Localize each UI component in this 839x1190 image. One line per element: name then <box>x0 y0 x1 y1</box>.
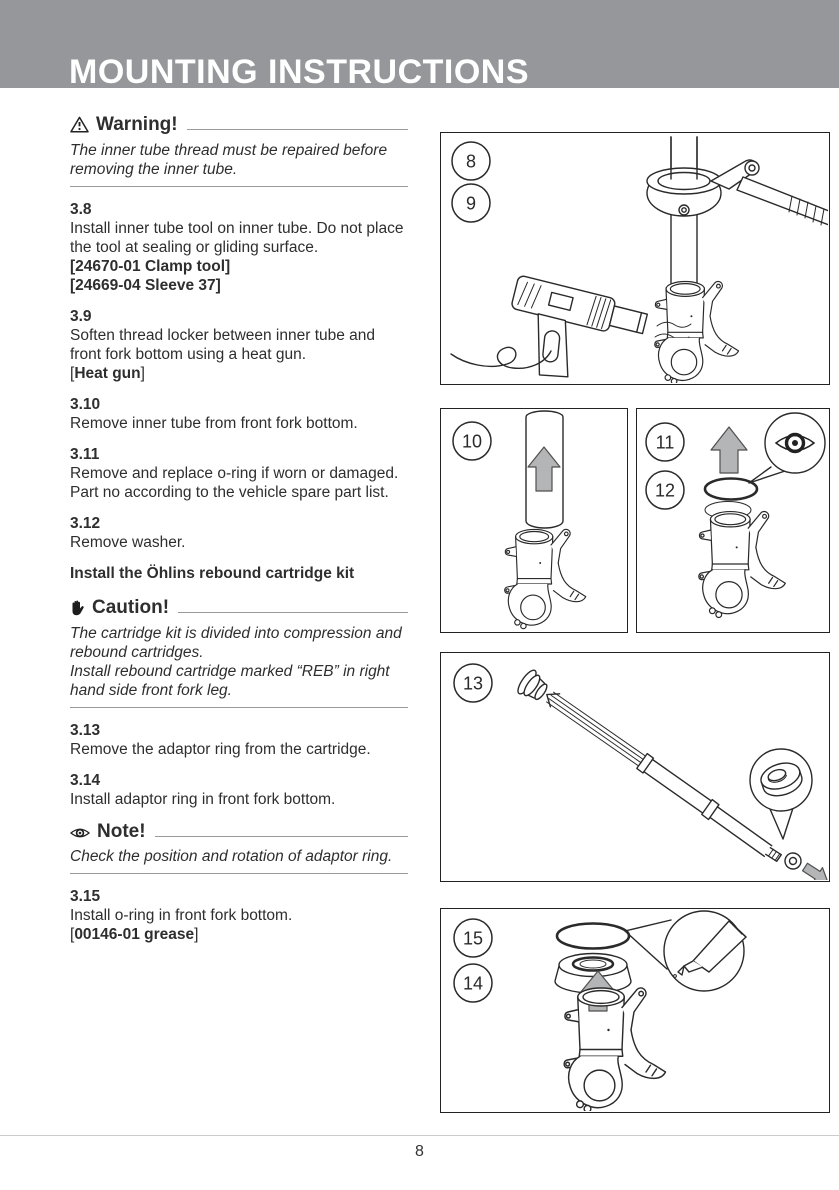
heading-rule <box>178 597 408 613</box>
step-text: Install inner tube tool on inner tube. Do not place the tool at sealing or gliding surface. <box>70 220 404 256</box>
figures-column <box>440 132 830 1113</box>
caution-body <box>70 624 408 708</box>
footer-rule <box>0 1135 839 1136</box>
heading-rule <box>155 821 408 837</box>
step-number: 3.14 <box>70 772 101 789</box>
step-text: Remove the adaptor ring from the cartridge. <box>70 741 371 758</box>
cartridge <box>515 668 781 862</box>
install-o-ring-illustration <box>441 909 828 1111</box>
clamp-tool-heat-gun-illustration <box>441 133 828 383</box>
step-3-8 <box>70 200 408 295</box>
step-number: 3.15 <box>70 888 101 905</box>
tool-reference: [24669-04 Sleeve 37] <box>70 277 221 294</box>
figure-label-14: 14 <box>462 973 484 994</box>
tool-reference: [Heat gun] <box>70 365 145 382</box>
note-text: Check the position and rotation of adaptor ring. <box>70 848 393 865</box>
magnify-balloon <box>750 749 812 811</box>
o-ring <box>705 479 757 500</box>
figure-label-15: 15 <box>462 928 484 949</box>
figure-panel-10 <box>440 408 628 633</box>
figure-label-13: 13 <box>462 673 484 694</box>
note-title: Note! <box>97 821 146 842</box>
step-text: Remove washer. <box>70 534 186 551</box>
o-ring <box>557 924 629 949</box>
step-3-10 <box>70 395 408 433</box>
balloon-tail <box>770 808 793 839</box>
step-number: 3.9 <box>70 308 92 325</box>
remove-inner-tube-illustration <box>441 409 626 631</box>
figure-panel-15-14 <box>440 908 830 1113</box>
step-text: Install o-ring in front fork bottom. <box>70 907 293 924</box>
adaptor-ring-small <box>782 850 804 872</box>
warning-text: The inner tube thread must be repaired before removing the inner tube. <box>70 142 388 178</box>
step-3-12 <box>70 514 408 552</box>
heat-gun <box>451 275 691 383</box>
step-3-14 <box>70 771 408 809</box>
clamp-tool <box>647 160 828 225</box>
step-3-9 <box>70 307 408 383</box>
step-text: Install adaptor ring in front fork bottom. <box>70 791 336 808</box>
text-column <box>70 114 408 956</box>
figure-panel-8-9 <box>440 132 830 385</box>
note-eye-icon <box>70 826 90 844</box>
figure-label-12: 12 <box>654 480 676 501</box>
step-number: 3.11 <box>70 446 100 463</box>
caution-callout <box>70 597 408 708</box>
page-number: 8 <box>415 1143 424 1160</box>
header-band <box>0 0 839 88</box>
front-fork-bottom <box>505 529 586 628</box>
figure-label-11: 11 <box>655 432 675 453</box>
figure-row <box>440 408 830 633</box>
step-number: 3.12 <box>70 515 101 532</box>
step-text: Soften thread locker between inner tube and front fork bottom using a heat gun. <box>70 327 376 363</box>
rebound-cartridge-illustration <box>441 653 828 880</box>
warning-body <box>70 141 408 187</box>
heading-rule <box>187 114 408 130</box>
warning-title: Warning! <box>96 114 178 135</box>
up-arrow <box>528 447 560 491</box>
figure-label-9: 9 <box>465 193 477 214</box>
caution-text: Install rebound cartridge marked “REB” in right hand side front fork leg. <box>70 663 390 699</box>
step-number: 3.13 <box>70 722 101 739</box>
tool-reference: [00146-01 grease] <box>70 926 199 943</box>
page-title: MOUNTING INSTRUCTIONS <box>69 53 530 88</box>
step-text: Remove and replace o-ring if worn or damaged. Part no according to the vehicle spare part list. <box>70 465 399 501</box>
figure-panel-13 <box>440 652 830 882</box>
warning-callout <box>70 114 408 187</box>
front-fork-bottom <box>655 281 739 383</box>
step-3-11 <box>70 445 408 502</box>
note-body <box>70 847 408 874</box>
caution-heading <box>70 597 408 621</box>
warning-triangle-icon <box>70 116 89 138</box>
clamp-handle <box>737 177 828 225</box>
section-heading: Install the Öhlins rebound cartridge kit <box>70 565 355 582</box>
front-fork-bottom <box>699 511 785 617</box>
note-callout <box>70 821 408 874</box>
remove-arrow <box>800 859 828 880</box>
figure-label-10: 10 <box>461 431 483 452</box>
power-cord <box>451 347 551 368</box>
caution-hand-icon <box>70 599 85 621</box>
step-number: 3.8 <box>70 201 92 218</box>
up-arrow <box>711 427 747 473</box>
figure-panel-11-12 <box>636 408 830 633</box>
warning-heading <box>70 114 408 138</box>
step-3-15 <box>70 887 408 944</box>
note-heading <box>70 821 408 844</box>
tool-reference: [24670-01 Clamp tool] <box>70 258 231 275</box>
front-fork-bottom <box>564 988 665 1111</box>
figure-label-8: 8 <box>465 151 477 172</box>
o-ring-replace-illustration <box>637 409 828 631</box>
step-text: Remove inner tube from front fork bottom. <box>70 415 358 432</box>
step-3-13 <box>70 721 408 759</box>
step-number: 3.10 <box>70 396 101 413</box>
caution-text: The cartridge kit is divided into compression and rebound cartridges. <box>70 625 402 661</box>
caution-title: Caution! <box>92 597 170 618</box>
